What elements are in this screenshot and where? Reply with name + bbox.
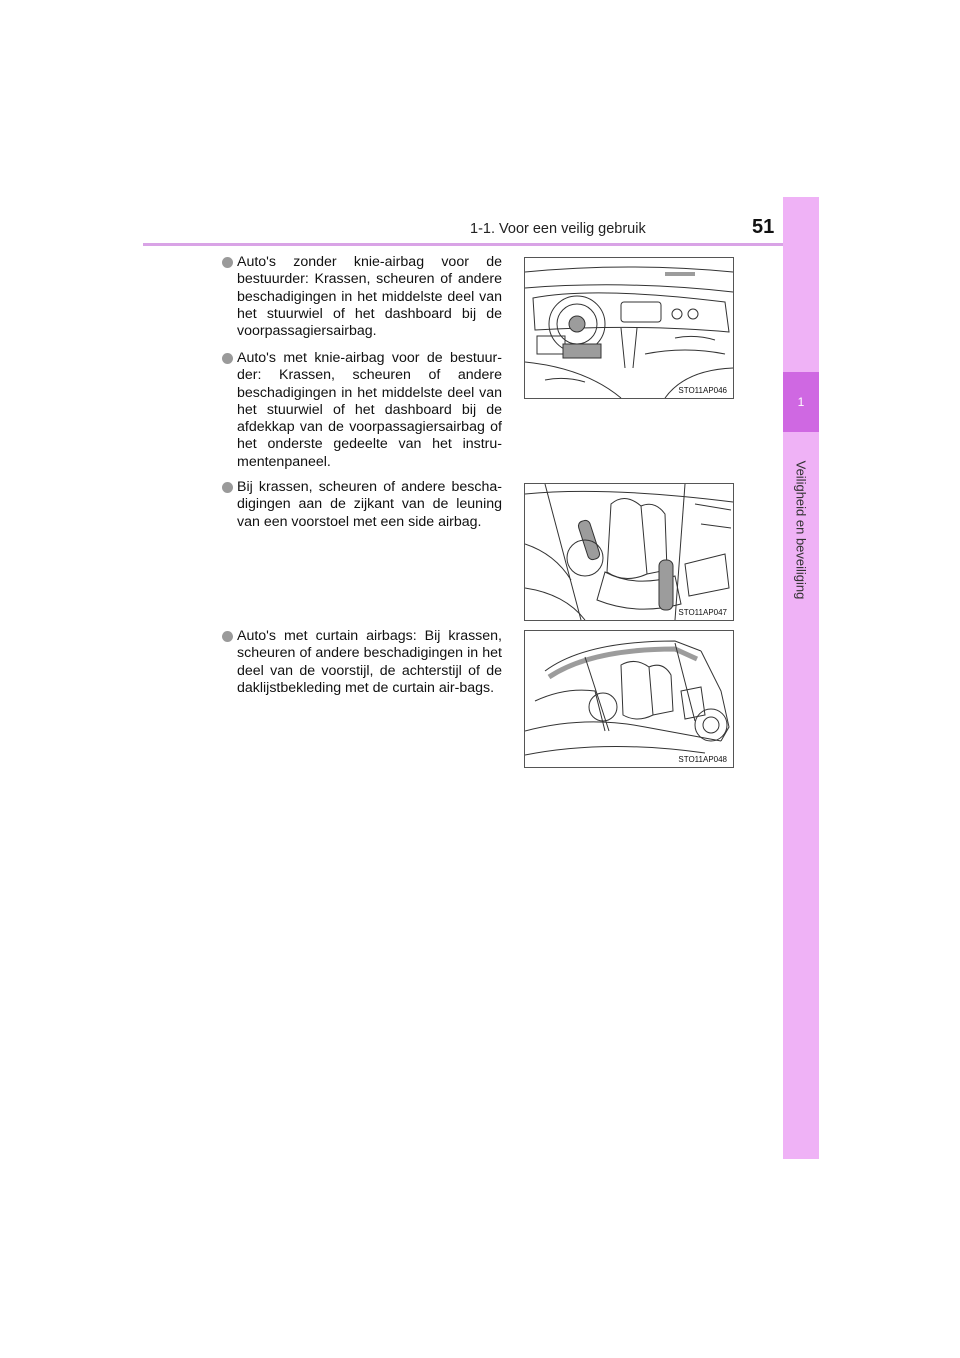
bullet-item-2 [222, 350, 502, 471]
bullet-dot-icon [222, 482, 233, 493]
bullet-item-3 [222, 479, 502, 531]
figure-dashboard [524, 257, 734, 399]
bullet-text: Auto's met knie-airbag voor de bestuur-der: Krassen, scheuren of andere beschadigingen in het middelste deel van het stuurwiel of het dashboard bij de afdekkap van de voorpassagiersairbag of het onderste gedeelte van het instru-mentenpaneel. [237, 350, 502, 470]
bullet-item-4 [222, 628, 502, 697]
bullet-text: Auto's met curtain airbags: Bij krassen, scheuren of andere beschadigingen in het deel van de voorstijl, de achterstijl of de daklijstbekleding met de curtain air-bags. [237, 628, 502, 696]
chapter-number: 1 [783, 372, 819, 432]
chapter-side-tab [783, 197, 819, 1159]
bullet-dot-icon [222, 257, 233, 268]
bullet-item-1 [222, 254, 502, 340]
dashboard-illustration [525, 258, 733, 398]
side-airbag-illustration [525, 484, 733, 620]
header-rule [143, 243, 819, 246]
section-title: 1-1. Voor een veilig gebruik [470, 221, 646, 237]
bullet-dot-icon [222, 631, 233, 642]
chapter-label: Veiligheid en beveiliging [793, 460, 809, 600]
figure-code: STO11AP046 [678, 386, 727, 395]
figure-code: STO11AP048 [678, 755, 727, 764]
figure-side-airbag [524, 483, 734, 621]
figure-code: STO11AP047 [678, 608, 727, 617]
bullet-text: Bij krassen, scheuren of andere bescha-digingen aan de zijkant van de leuning van een voorstoel met een side airbag. [237, 479, 502, 530]
bullet-text: Auto's zonder knie-airbag voor de bestuurder: Krassen, scheuren of andere beschadigingen in het middelste deel van het stuurwiel of het dashboard bij de voorpassagiersairbag. [237, 254, 502, 340]
curtain-airbag-illustration [525, 631, 733, 767]
page-number: 51 [752, 216, 775, 238]
figure-curtain-airbag [524, 630, 734, 768]
bullet-dot-icon [222, 353, 233, 364]
